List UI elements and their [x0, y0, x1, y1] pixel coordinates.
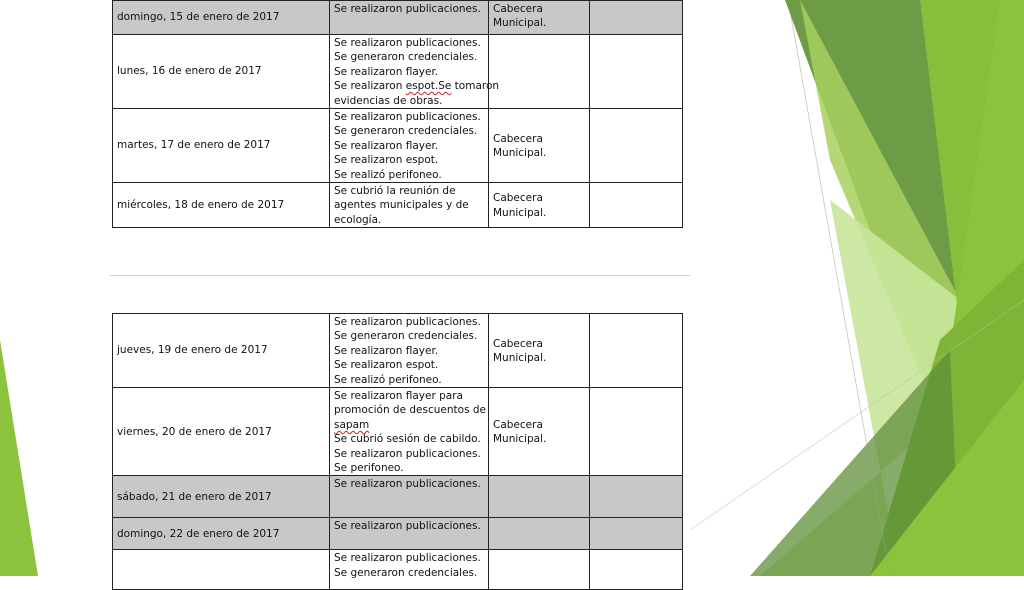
activity-line: Se realizaron flayer para [334, 390, 463, 403]
activities-cell [330, 476, 489, 518]
date-cell: jueves, 19 de enero de 2017 [113, 314, 330, 388]
activity-line: Se realizaron publicaciones. [334, 3, 481, 15]
empty-cell [590, 109, 683, 183]
place-cell [489, 183, 590, 228]
activity-line: Se realizaron publicaciones. [334, 447, 481, 460]
section-divider [110, 275, 690, 276]
empty-cell [590, 1, 683, 35]
activity-line: Se cubrió sesión de cabildo. [334, 433, 481, 446]
date-cell: martes, 17 de enero de 2017 [113, 109, 330, 183]
activity-table-top [112, 0, 683, 228]
empty-cell [590, 550, 683, 590]
place-cell [489, 35, 590, 109]
activity-line: Se realizó perifoneo. [334, 373, 442, 386]
activity-line: Se realizaron espot. [334, 359, 439, 372]
table-row [113, 35, 683, 109]
activity-line: Se generaron credenciales. [334, 125, 478, 138]
place-line: Municipal. [493, 433, 547, 446]
activity-line: Se realizaron publicaciones. [334, 478, 481, 491]
place-cell [489, 388, 590, 476]
date-cell: lunes, 16 de enero de 2017 [113, 35, 330, 109]
activity-line: Se generaron credenciales. [334, 51, 478, 64]
activity-table-bottom [112, 313, 683, 590]
table-row [113, 388, 683, 476]
activity-line: Se realizaron publicaciones. [334, 37, 481, 49]
activity-line: Se realizaron publicaciones. [334, 552, 481, 565]
activities-cell [330, 388, 489, 476]
activities-cell [330, 1, 489, 35]
activities-cell [330, 109, 489, 183]
place-cell [489, 1, 590, 35]
place-line: Cabecera [493, 192, 543, 205]
activity-line: Se perifoneo. [334, 462, 404, 475]
table-row [113, 1, 683, 35]
date-cell: viernes, 20 de enero de 2017 [113, 388, 330, 476]
empty-cell [590, 388, 683, 476]
date-cell: sábado, 21 de enero de 2017 [113, 476, 330, 518]
date-cell [113, 550, 330, 590]
date-cell: domingo, 22 de enero de 2017 [113, 518, 330, 550]
date-cell: miércoles, 18 de enero de 2017 [113, 183, 330, 228]
place-line: Cabecera [493, 3, 543, 15]
place-line: Municipal. [493, 17, 547, 30]
activities-cell [330, 35, 500, 109]
activity-line: Se generaron credenciales. [334, 566, 478, 579]
activity-line: Se realizaron espot.Se tomaron [334, 80, 500, 93]
place-line: Municipal. [493, 147, 547, 160]
left-green-strip [0, 340, 38, 576]
place-cell [489, 550, 590, 590]
activity-line: ecología. [334, 213, 382, 226]
activities-cell [330, 314, 489, 388]
activity-line: Se realizaron publicaciones. [334, 316, 481, 328]
spellcheck-underline: espot.Se [405, 80, 452, 93]
place-cell [489, 476, 590, 518]
activity-line: Se realizaron publicaciones. [334, 520, 481, 533]
place-line: Municipal. [493, 206, 547, 219]
activity-line: Se realizaron flayer. [334, 344, 439, 357]
activity-line: Se realizaron espot. [334, 154, 439, 167]
activity-line: Se realizaron flayer. [334, 139, 439, 152]
activity-line: Se generaron credenciales. [334, 330, 478, 343]
table-row [113, 314, 683, 388]
activity-line: Se realizaron flayer. [334, 65, 439, 78]
activity-line: Se cubrió la reunión de [334, 185, 456, 198]
activity-line: agentes municipales y de [334, 199, 469, 212]
place-line: Cabecera [493, 132, 543, 145]
activity-line: Se realizaron publicaciones. [334, 111, 481, 124]
table-row [113, 476, 683, 518]
activity-line: evidencias de obras. [334, 94, 443, 107]
empty-cell [590, 314, 683, 388]
activity-line: promoción de descuentos de [334, 404, 487, 417]
table-row [113, 109, 683, 183]
spellcheck-underline: sapam [334, 418, 370, 431]
activity-line: Se realizó perifoneo. [334, 168, 442, 181]
empty-cell [590, 183, 683, 228]
place-cell [489, 109, 590, 183]
place-line: Cabecera [493, 337, 543, 350]
date-cell: domingo, 15 de enero de 2017 [113, 1, 330, 35]
place-line: Municipal. [493, 352, 547, 365]
empty-cell [590, 35, 683, 109]
place-cell [489, 314, 590, 388]
empty-cell [590, 518, 683, 550]
table-row [113, 518, 683, 550]
activities-cell [330, 518, 489, 550]
place-cell [489, 518, 590, 550]
activities-cell [330, 183, 489, 228]
activities-cell [330, 550, 489, 590]
table-row [113, 183, 683, 228]
place-line: Cabecera [493, 418, 543, 431]
empty-cell [590, 476, 683, 518]
activity-line [334, 418, 484, 432]
table-row [113, 550, 683, 590]
